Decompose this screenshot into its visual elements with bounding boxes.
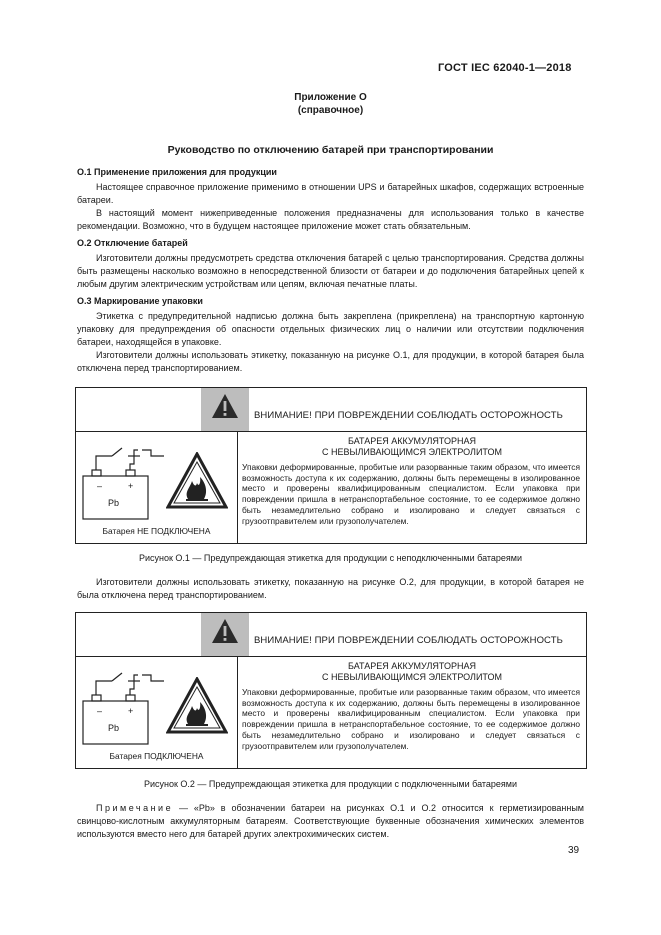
battery-chemistry: Pb <box>108 498 120 508</box>
warning-label-figure1 <box>75 387 587 544</box>
figure1-caption: Рисунок О.1 — Предупреждающая этикетка для продукции с неподключенными батареями <box>138 553 523 563</box>
paragraph: В настоящий момент нижеприведенные положения предназначены для использования только в качестве рекомендации. Возможно, что в будущем настоящее приложение может стать обязательным. <box>77 208 584 231</box>
battery-switch-icon <box>76 657 168 751</box>
section-o3-text <box>77 310 584 375</box>
warning-text: ВНИМАНИЕ! ПРИ ПОВРЕЖДЕНИИ СОБЛЮДАТЬ ОСТОРОЖНОСТЬ <box>254 635 563 646</box>
section-o2-text <box>77 252 584 291</box>
label-description: Упаковки деформированные, пробитые или разорванные таким образом, что имеется возможность доступа к их содержанию, должны быть перемещены в изолированное место и проверены квалифицированным специалистом. Если упаковка при повреждении пришла в нетранспортабельное состояние, то ее содержимое должно быть незамедлительно собрано и изолировано и следует связаться с грузоотправителем или грузополучателем. <box>242 687 580 751</box>
label-headline-1: БАТАРЕЯ АККУМУЛЯТОРНАЯ <box>348 661 476 671</box>
paragraph: Изготовители должны предусмотреть средства отключения батарей с целью транспортирования. Средства должны быть размещены насколько возможно в непосредственной близости от батареи и до подключения батарейных цепей к любым другим электрическим устройствам или цепям, включая печатные платы. <box>77 253 584 289</box>
standard-code: ГОСТ IEC 62040-1—2018 <box>438 62 572 74</box>
appendix-title: Приложение О <box>294 92 367 103</box>
section-o1-heading: О.1 Применение приложения для продукции <box>77 167 277 177</box>
battery-switch-icon <box>76 432 168 526</box>
warning-text: ВНИМАНИЕ! ПРИ ПОВРЕЖДЕНИИ СОБЛЮДАТЬ ОСТОРОЖНОСТЬ <box>254 410 563 421</box>
label-headline-2: С НЕВЫЛИВАЮЩИМСЯ ЭЛЕКТРОЛИТОМ <box>321 447 503 457</box>
note-label: Примечание <box>96 803 174 813</box>
page-number: 39 <box>568 845 580 856</box>
note-paragraph <box>77 802 584 841</box>
paragraph: Этикетка с предупредительной надписью должна быть закреплена (прикреплена) на транспортную картонную упаковку для предупреждения об опасности отдельных физических лиц о наличии или отсутствии подключения батареи, находящейся в упаковке. <box>77 311 584 347</box>
figure2-caption: Рисунок О.2 — Предупреждающая этикетка для продукции с подключенными батареями <box>143 779 518 789</box>
section-o2-heading: О.2 Отключение батарей <box>77 238 188 248</box>
battery-status: Батарея НЕ ПОДКЛЮЧЕНА <box>102 526 211 536</box>
battery-plus: + <box>128 706 134 716</box>
note-text: — «Pb» в обозначении батареи на рисунках О.1 и О.2 относится к герметизированным свинцово-кислотным аккумуляторным батареям. Соответствующие буквенные обозначения химических элементов используются вместо него для батарей других электрохимических систем. <box>77 803 584 839</box>
paragraph: Настоящее справочное приложение применимо в отношении UPS и батарейных шкафов, содержащих встроенные батареи. <box>77 182 584 205</box>
appendix-subtitle: (справочное) <box>297 105 364 116</box>
label-warning-strip <box>76 388 586 432</box>
battery-chemistry: Pb <box>108 723 120 733</box>
label-warning-strip <box>76 613 586 657</box>
label-headline-2: С НЕВЫЛИВАЮЩИМСЯ ЭЛЕКТРОЛИТОМ <box>321 672 503 682</box>
section-o3-heading: О.3 Маркирование упаковки <box>77 296 203 306</box>
label-headline-1: БАТАРЕЯ АККУМУЛЯТОРНАЯ <box>348 436 476 446</box>
paragraph: Изготовители должны использовать этикетку, показанную на рисунке О.1, для продукции, в которой батарея была отключена перед транспортированием. <box>77 350 584 373</box>
exclamation-triangle-icon <box>210 392 240 420</box>
flammable-hazard-icon <box>166 452 228 510</box>
battery-status: Батарея ПОДКЛЮЧЕНА <box>109 751 204 761</box>
section-o1-text <box>77 181 584 233</box>
main-title: Руководство по отключению батарей при транспортировании <box>167 144 494 156</box>
warning-label-figure2 <box>75 612 587 769</box>
exclamation-triangle-icon <box>210 617 240 645</box>
note <box>77 802 584 841</box>
label-description: Упаковки деформированные, пробитые или разорванные таким образом, что имеется возможность доступа к их содержанию, должны быть перемещены в изолированное место и проверены квалифицированным специалистом. Если упаковка при повреждении пришла в нетранспортабельное состояние, то ее содержимое должно быть незамедлительно собрано и изолировано и следует связаться с грузоотправителем или грузополучателем. <box>242 462 580 526</box>
battery-minus: – <box>97 706 103 716</box>
battery-minus: – <box>97 481 103 491</box>
battery-plus: + <box>128 481 134 491</box>
paragraph: Изготовители должны использовать этикетку, показанную на рисунке О.2, для продукции, в которой батарея не была отключена перед транспортированием. <box>77 577 584 600</box>
between-text <box>77 576 584 602</box>
flammable-hazard-icon <box>166 677 228 735</box>
